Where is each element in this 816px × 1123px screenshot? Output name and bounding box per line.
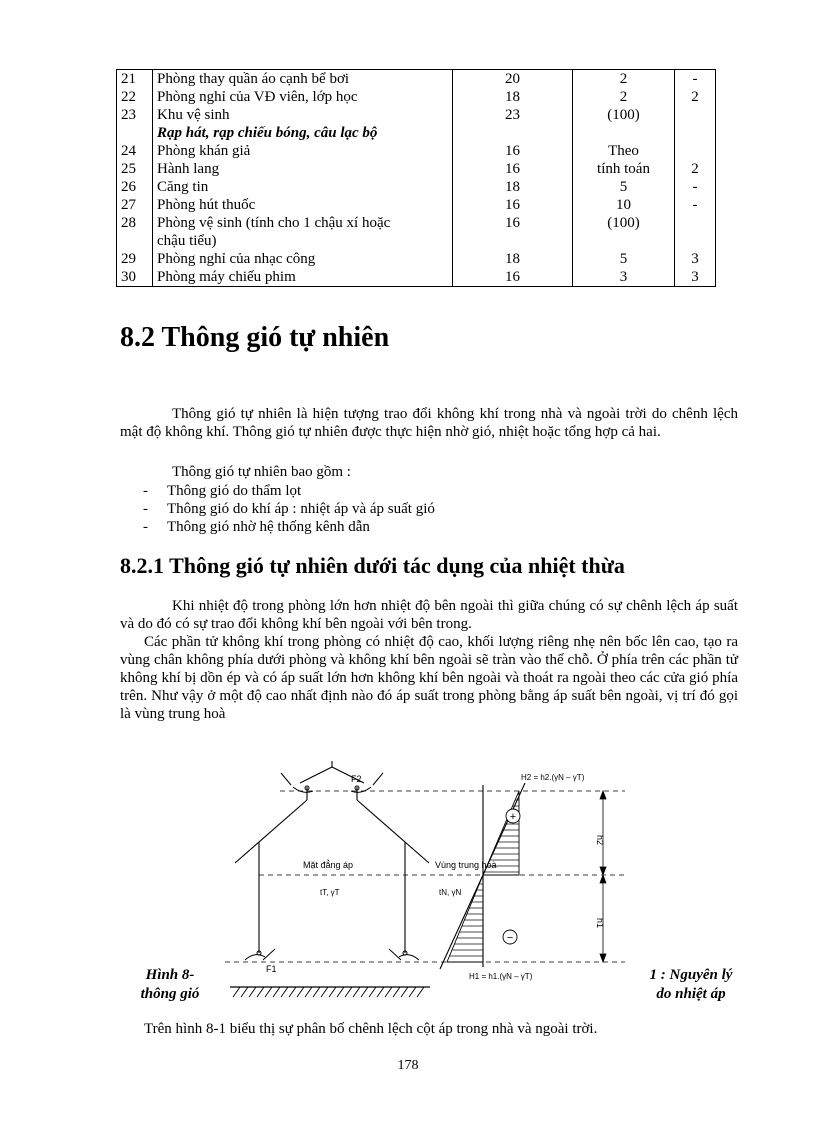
table-cell-col4: 5 [573,178,675,196]
table-cell-name: chậu tiểu) [153,232,453,250]
table-cell-name: Căng tin [153,178,453,196]
caption-left-line-2: thông gió [140,986,200,1002]
table-cell-name: Phòng thay quần áo cạnh bể bơi [153,70,453,89]
table-cell-temp: 16 [453,268,573,287]
f1-label: F1 [266,964,277,974]
neutral-plane-label: Mặt đẳng áp [303,860,354,870]
table-row [117,160,716,178]
table-cell-name: Phòng nghỉ của nhạc công [153,250,453,268]
bullet-text: Thông gió do khí áp : nhiệt áp và áp suất gió [167,501,435,517]
table-cell-temp: 20 [453,70,573,89]
table-cell-col4: 5 [573,250,675,268]
table-cell-col5 [675,232,716,250]
pressure-diagram [440,783,525,969]
inside-temp-label: tT, γT [320,888,340,897]
section-paragraph-2: Thông gió tự nhiên bao gồm : [172,464,351,480]
table-cell-col5 [675,124,716,142]
table-cell-col4: 10 [573,196,675,214]
level-lines [225,791,625,962]
f2-label: F2 [351,774,362,784]
building-outline [235,761,429,953]
data-table [116,69,716,287]
dimension-lines [600,791,606,962]
table-row [117,196,716,214]
table-cell-col4: 3 [573,268,675,287]
figure-caption-right [636,966,746,1004]
caption-left-line-1: Hình 8- [145,967,195,983]
h2-formula: H2 = h2.(γN – γT) [521,773,585,782]
table-cell-no: 21 [117,70,153,89]
table-cell-no: 25 [117,160,153,178]
table-cell-no: 24 [117,142,153,160]
table-cell-name: Rạp hát, rạp chiếu bóng, câu lạc bộ [153,124,453,142]
bullet-dash: - [143,483,148,499]
table-cell-temp: 16 [453,160,573,178]
table-cell-col5: 3 [675,268,716,287]
table-cell-temp: 16 [453,142,573,160]
table-cell-no [117,232,153,250]
table-cell-temp [453,124,573,142]
table-cell-col4: 2 [573,70,675,89]
table-cell-name: Hành lang [153,160,453,178]
h2-dimension-label: h2 [595,835,605,846]
table-cell-no: 27 [117,196,153,214]
closing-paragraph: Trên hình 8-1 biểu thị sự phân bố chênh lệch cột áp trong nhà và ngoài trời. [144,1021,598,1037]
table-cell-temp: 16 [453,196,573,214]
table-cell-col5: 2 [675,160,716,178]
table-cell-no: 29 [117,250,153,268]
ventilation-diagram [225,755,625,1005]
outside-temp-label: tN, γN [439,888,462,897]
table-row [117,214,716,232]
table-cell-col5: 3 [675,250,716,268]
table-row [117,142,716,160]
table-cell-col5: 2 [675,88,716,106]
table-cell-col4: 2 [573,88,675,106]
table-cell-temp: 18 [453,178,573,196]
table-cell-temp: 16 [453,214,573,232]
table-cell-col4: tính toán [573,160,675,178]
minus-sign: − [506,932,514,944]
section-heading: 8.2 Thông gió tự nhiên [120,322,390,353]
table-cell-no: 30 [117,268,153,287]
table-cell-name: Phòng vệ sinh (tính cho 1 chậu xí hoặc [153,214,453,232]
table-cell-no: 28 [117,214,153,232]
table-row [117,178,716,196]
ground-hatching [233,987,424,997]
subsection-paragraph-2: Các phần tử không khí trong phòng có nhiệt độ cao, khối lượng riêng nhẹ nên bốc lên cao, tạo ra vùng chân không phía dưới phòng và không khí bên ngoài sẽ tràn vào thế chỗ. Ở phía trên các phần tử không khí bị dồn ép và có áp suất lớn hơn không khí bên ngoài và thoát ra ngoài theo các cửa gió phía trên. Như vậy ở một độ cao nhất định nào đó áp suất trong phòng bằng áp suất bên ngoài, vị trí đó gọi là vùng trung hoà [120,634,738,722]
caption-right-line-2: do nhiệt áp [656,986,726,1002]
table-cell-col4 [573,124,675,142]
table-cell-col4: (100) [573,214,675,232]
table-cell-col5: - [675,70,716,89]
subsection-paragraph-1: Khi nhiệt độ trong phòng lớn hơn nhiệt độ bên ngoài thì giữa chúng có sự chênh lệch áp suất và do đó có sự trao đổi không khí bên ngoài với bên trong. [120,598,738,632]
table-cell-name: Phòng nghỉ của VĐ viên, lớp học [153,88,453,106]
table-cell-name: Phòng hút thuốc [153,196,453,214]
table-cell-col5: - [675,178,716,196]
table-cell-col5 [675,214,716,232]
table-row [117,232,716,250]
table-cell-temp: 18 [453,88,573,106]
neutral-zone-label: Vùng trung hoà [435,860,497,870]
table-cell-col5 [675,142,716,160]
table-row [117,124,716,142]
table-row [117,106,716,124]
table-cell-no: 23 [117,106,153,124]
caption-right-line-1: 1 : Nguyên lý [649,967,733,983]
bullet-text: Thông gió do thẩm lọt [167,483,302,499]
table-cell-no: 22 [117,88,153,106]
table-cell-col4 [573,232,675,250]
table-cell-name: Phòng khán giả [153,142,453,160]
section-paragraph-1: Thông gió tự nhiên là hiện tượng trao đổi không khí trong nhà và ngoài trời do chênh lệch mật độ không khí. Thông gió tự nhiên được thực hiện nhờ gió, nhiệt hoặc tổng hợp cả hai. [120,406,738,440]
table-cell-name: Khu vệ sinh [153,106,453,124]
table-cell-name: Phòng máy chiếu phim [153,268,453,287]
bullet-dash: - [143,519,148,535]
h1-formula: H1 = h1.(γN – γT) [469,972,533,981]
table-cell-col4: Theo [573,142,675,160]
table-row [117,268,716,287]
plus-sign: + [509,811,517,823]
bullet-dash: - [143,501,148,517]
table-row [117,250,716,268]
table-row [117,70,716,89]
h1-dimension-label: h1 [595,918,605,929]
page-number: 178 [397,1058,419,1073]
subsection-heading: 8.2.1 Thông gió tự nhiên dưới tác dụng của nhiệt thừa [120,553,625,578]
bullet-text: Thông gió nhờ hệ thống kênh dẫn [167,519,370,535]
table-cell-col5 [675,106,716,124]
table-cell-temp: 18 [453,250,573,268]
table-body [117,70,716,287]
table-cell-no: 26 [117,178,153,196]
table-row [117,88,716,106]
table-cell-col4: (100) [573,106,675,124]
table-cell-temp [453,232,573,250]
figure-caption-left [120,966,220,1004]
table-cell-col5: - [675,196,716,214]
table-cell-no [117,124,153,142]
table-cell-temp: 23 [453,106,573,124]
